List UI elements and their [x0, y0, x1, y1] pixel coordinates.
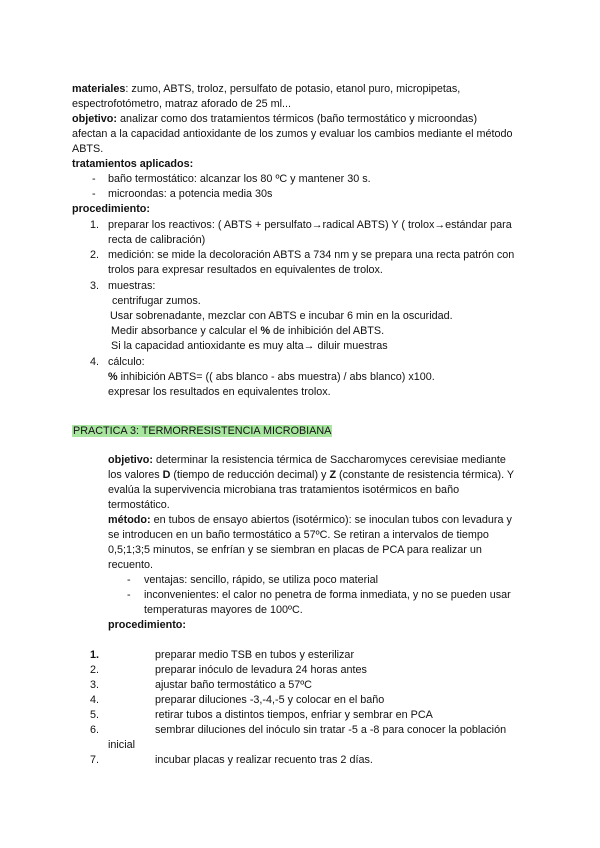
- metodo-line-1: método: en tubos de ensayo abiertos (isotérmico): se inoculan tubos con levadura y: [108, 514, 512, 526]
- step-text: preparar medio TSB en tubos y esterilizar: [155, 649, 355, 661]
- step-text: trolos para expresar resultados en equivalentes de trolox.: [108, 264, 383, 276]
- objetivo2-line-3: evalúa la supervivencia microbiana tras tratamientos isotérmicos en baño: [108, 484, 460, 496]
- step-text: preparar inóculo de levadura 24 horas antes: [155, 664, 367, 676]
- step-text: Si la capacidad antioxidante es muy alta→ diluir muestras: [111, 340, 388, 352]
- step-text: cálculo:: [108, 356, 145, 368]
- highlighted-title: PRACTICA 3: TERMORRESISTENCIA MICROBIANA: [73, 425, 332, 437]
- objetivo-line-3: ABTS.: [72, 143, 104, 155]
- inconvenientes-text: temperaturas mayores de 100ºC.: [144, 604, 303, 616]
- tratamiento-bullet: -: [92, 173, 96, 185]
- tratamiento-item: baño termostático: alcanzar los 80 ºC y mantener 30 s.: [108, 173, 371, 185]
- step-text: centrifugar zumos.: [112, 295, 201, 307]
- inconvenientes-text: inconvenientes: el calor no penetra de forma inmediata, y no se pueden usar: [144, 589, 511, 601]
- ventajas-text: ventajas: sencillo, rápido, se utiliza poco material: [144, 574, 379, 586]
- objetivo2-line-4: termostático.: [108, 499, 170, 511]
- step-number: 3.: [90, 679, 100, 691]
- step-text: Usar sobrenadante, mezclar con ABTS e incubar 6 min en la oscuridad.: [110, 310, 453, 322]
- step-number: 4.: [90, 694, 100, 706]
- tratamiento-item: microondas: a potencia media 30s: [108, 188, 273, 200]
- objetivo-text: analizar como dos tratamientos térmicos (baño termostático y microondas): [117, 113, 478, 125]
- step-text: expresar los resultados en equivalentes trolox.: [108, 386, 331, 398]
- objetivo2-line-2: los valores D (tiempo de reducción decimal) y Z (constante de resistencia térmica). Y: [108, 469, 515, 481]
- step-number: 2.: [90, 664, 100, 676]
- practica-title: [72, 424, 332, 439]
- tratamientos-heading: tratamientos aplicados:: [72, 158, 194, 170]
- step-text-continuation: inicial: [108, 739, 136, 751]
- step-number: 6.: [90, 724, 100, 736]
- step-number: 7.: [90, 754, 100, 766]
- objetivo-line-1: [72, 112, 477, 127]
- metodo-line-2: se introducen en un baño termostático a 57ºC. Se retiran a intervalos de tiempo: [108, 529, 489, 541]
- step-text: incubar placas y realizar recuento tras 2 días.: [155, 754, 373, 766]
- metodo-line-4: recuento.: [108, 559, 154, 571]
- step-text: sembrar diluciones del inóculo sin tratar -5 a -8 para conocer la población: [155, 724, 507, 736]
- list-bullet: -: [127, 574, 131, 586]
- step-text: recta de calibración): [108, 234, 206, 246]
- metodo-line-3: 0,5;1;3;5 minutos, se enfrían y se siembran en placas de PCA para realizar un: [108, 544, 482, 556]
- step-text-mixed: % inhibición ABTS= (( abs blanco - abs muestra) / abs blanco) x100.: [108, 371, 435, 383]
- step-number: 3.: [90, 280, 100, 292]
- step-number: 4.: [90, 356, 100, 368]
- tratamiento-bullet: -: [92, 188, 96, 200]
- step-number: 1.: [90, 219, 100, 231]
- step-text: medición: se mide la decoloración ABTS a 734 nm y se prepara una recta patrón con: [108, 249, 515, 261]
- list-bullet: -: [127, 589, 131, 601]
- materiales-line-1: [72, 82, 460, 97]
- procedimiento-heading: procedimiento:: [72, 203, 150, 215]
- step-text: muestras:: [108, 280, 156, 292]
- objetivo-label: objetivo:: [72, 113, 117, 125]
- step-text: preparar los reactivos: ( ABTS + persulfato→radical ABTS) Y ( trolox→estándar para: [108, 219, 512, 231]
- step-text: preparar diluciones -3,-4,-5 y colocar en el baño: [155, 694, 385, 706]
- step-text-mixed: Medir absorbance y calcular el % de inhibición del ABTS.: [111, 325, 385, 337]
- objetivo2-line-1: objetivo: determinar la resistencia térmica de Saccharomyces cerevisiae mediante: [108, 454, 506, 466]
- materiales-line-2: espectrofotómetro, matraz aforado de 25 ml...: [72, 98, 292, 110]
- objetivo-line-2: afectan a la capacidad antioxidante de los zumos y evaluar los cambios mediante el método: [72, 128, 513, 140]
- procedimiento2-heading: procedimiento:: [108, 619, 186, 631]
- step-number: 1.: [90, 649, 100, 661]
- step-number: 2.: [90, 249, 100, 261]
- materiales-text: : zumo, ABTS, troloz, persulfato de potasio, etanol puro, micropipetas,: [125, 83, 461, 95]
- materiales-label: materiales: [72, 83, 126, 95]
- step-text: retirar tubos a distintos tiempos, enfriar y sembrar en PCA: [155, 709, 433, 721]
- step-text: ajustar baño termostático a 57ºC: [155, 679, 312, 691]
- step-number: 5.: [90, 709, 100, 721]
